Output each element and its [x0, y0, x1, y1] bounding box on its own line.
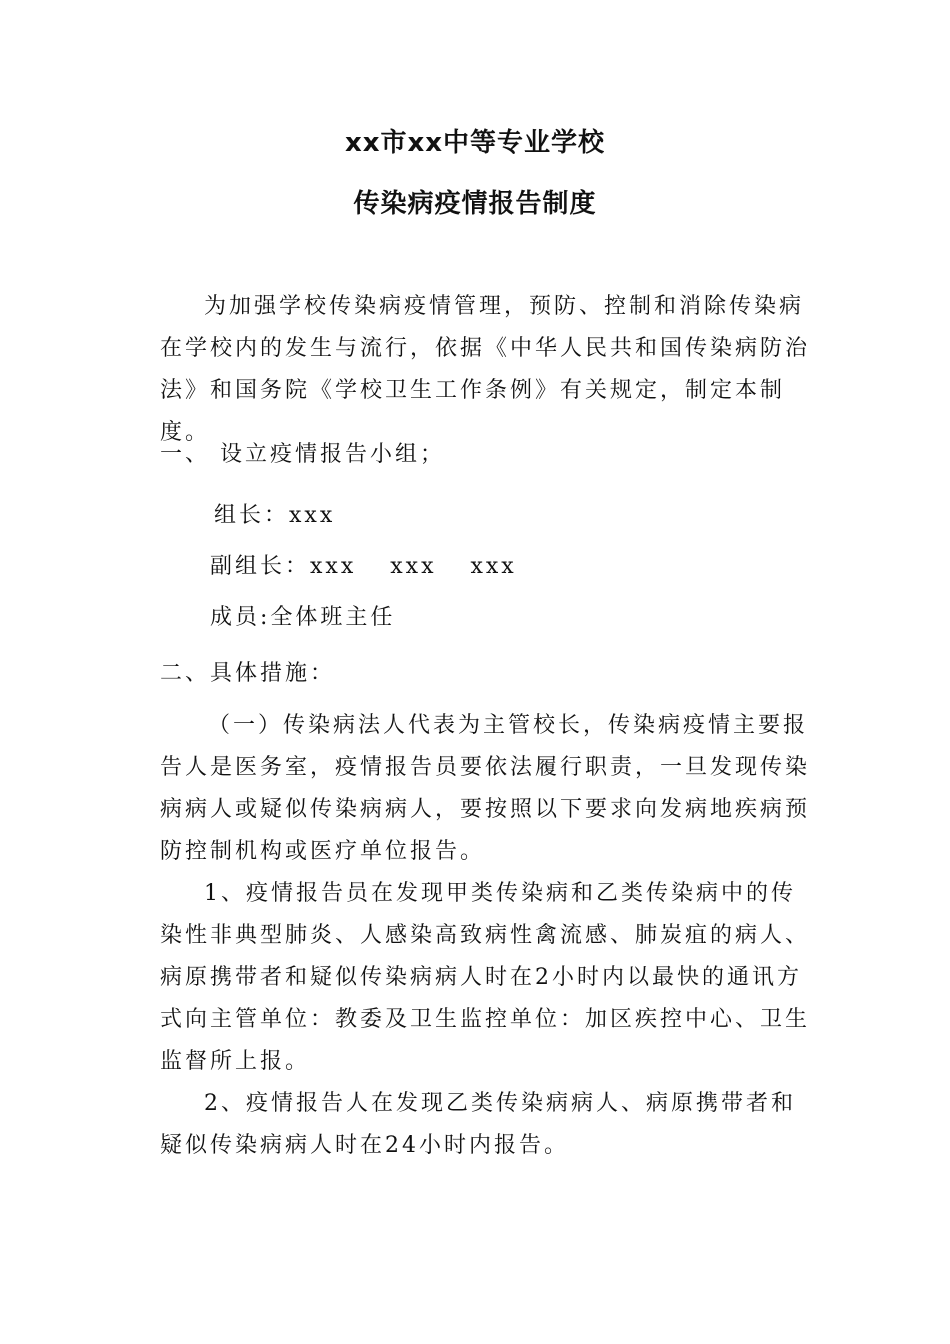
deputy-name: xxx	[470, 554, 517, 579]
measure-item-1: （一）传染病法人代表为主管校长，传染病疫情主要报告人是医务室，疫情报告员要依法履行职责，一旦发现传染病病人或疑似传染病病人，要按照以下要求向发病地疾病预防控制机构或医疗单位报告。	[160, 713, 811, 864]
measure-item-3: 2、疫情报告人在发现乙类传染病病人、病原携带者和疑似传染病病人时在24小时内报告。	[160, 1091, 796, 1158]
members-value: 全体班主任	[270, 605, 396, 630]
section1-heading: 一、 设立疫情报告小组；	[160, 442, 445, 467]
deputy-name: xxx	[310, 554, 357, 579]
members-line	[210, 600, 395, 631]
measure-item-2: 1、疫情报告员在发现甲类传染病和乙类传染病中的传染性非典型肺炎、人感染高致病性禽流感、肺炭疽的病人、病原携带者和疑似传染病病人时在2小时内以最快的通讯方式向主管单位：教委及卫生监控单位：加区疾控中心、卫生监督所上报。	[160, 881, 811, 1074]
document-title: 传染病疫情报告制度	[353, 189, 597, 219]
intro-paragraph: 为加强学校传染病疫情管理，预防、控制和消除传染病在学校内的发生与流行，依据《中华人民共和国传染病防治法》和国务院《学校卫生工作条例》有关规定，制定本制度。	[160, 294, 811, 445]
section2-heading: 二、具体措施：	[160, 661, 336, 686]
deputy-name: xxx	[390, 554, 437, 579]
deputy-line	[210, 549, 517, 580]
deputy-label: 副组长：	[210, 554, 311, 579]
leader-name: xxx	[289, 503, 336, 528]
school-title: xx市xx中等专业学校	[344, 128, 606, 158]
leader-label: 组长：	[214, 503, 290, 528]
members-label: 成员:	[210, 605, 271, 630]
leader-line	[214, 498, 335, 529]
